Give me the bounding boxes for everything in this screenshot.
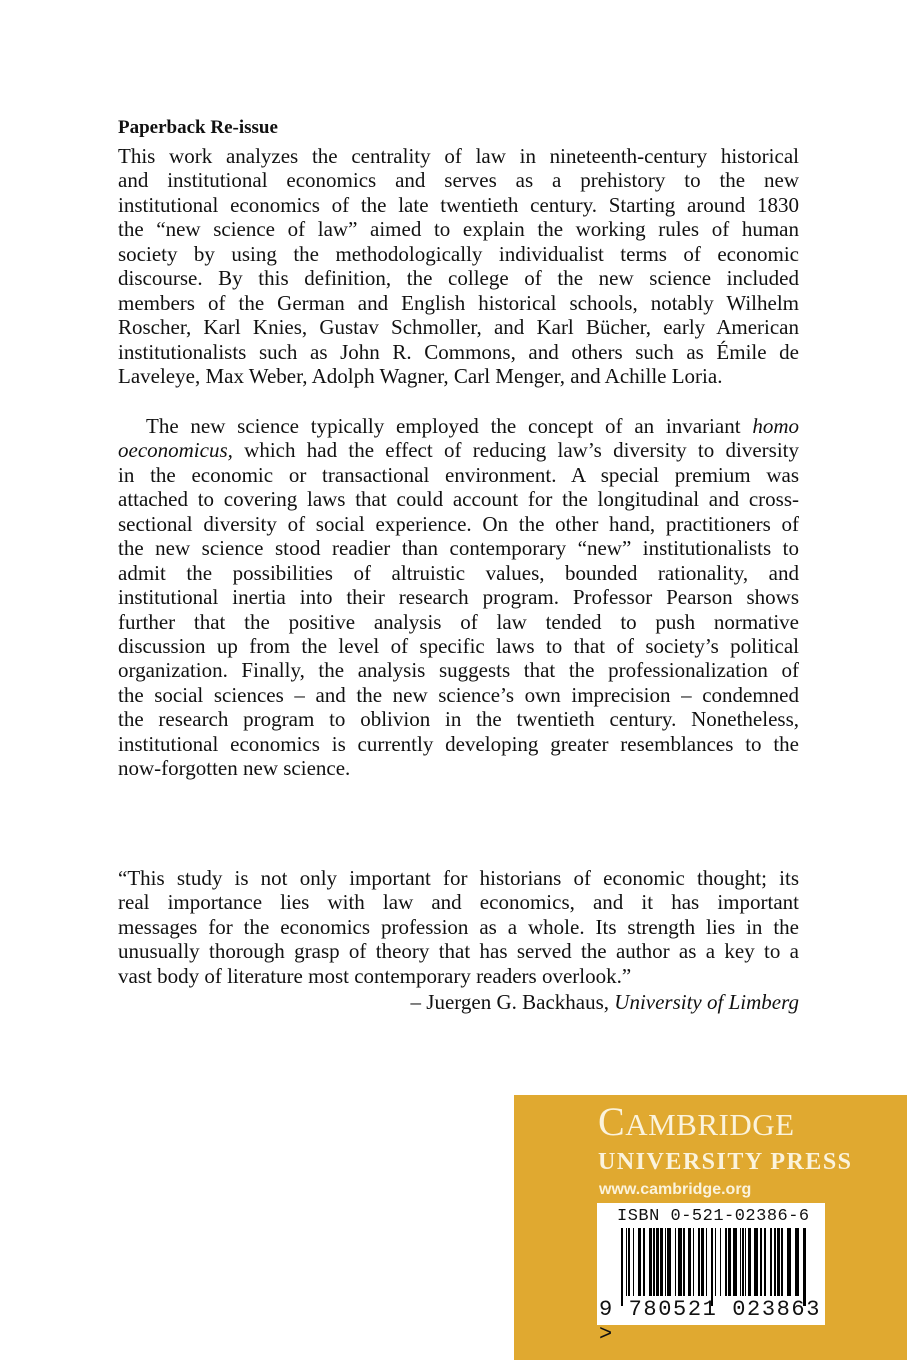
barcode-bar — [693, 1228, 694, 1296]
barcode-bar — [720, 1228, 721, 1296]
barcode-bar — [803, 1228, 806, 1306]
barcode-bar — [795, 1228, 799, 1296]
barcode-bar — [633, 1228, 634, 1296]
text-segment: Laveleye, Max Weber, Adolph Wagner, Carl Menger, and Achille Loria. — [118, 363, 723, 388]
barcode-bar — [643, 1228, 645, 1296]
barcode-bar — [777, 1228, 780, 1296]
text-line — [118, 732, 799, 756]
text-line — [118, 707, 799, 731]
barcode-bar — [660, 1228, 663, 1296]
barcode-bar — [781, 1228, 783, 1296]
text-line — [118, 364, 799, 388]
barcode-bar — [774, 1228, 776, 1296]
text-line — [118, 658, 799, 682]
text-segment: the social sciences – and the new science’s own imprecision – condemned — [118, 682, 799, 707]
text-segment: admit the possibilities of altruistic values, bounded rationality, and — [118, 560, 799, 585]
logo-rest: AMBRIDGE — [625, 1107, 795, 1142]
description-paragraph-2 — [118, 414, 799, 781]
barcode-bar — [628, 1228, 630, 1296]
text-line — [118, 217, 799, 241]
text-line — [118, 487, 799, 511]
barcode-bar — [649, 1228, 652, 1296]
text-segment: the new science stood readier than contemporary “new” institutionalists to — [118, 536, 799, 561]
text-segment: sectional diversity of social experience. On the other hand, practitioners of — [118, 511, 799, 536]
text-segment: and institutional economics and serves as a prehistory to the new — [118, 168, 799, 193]
isbn-text: ISBN 0-521-02386-6 — [617, 1207, 810, 1226]
text-line — [118, 266, 799, 290]
barcode-bar — [754, 1228, 758, 1296]
text-segment: the “new science of law” aimed to explain the working rules of human — [118, 217, 799, 242]
text-segment: which had the effect of reducing law’s diversity to diversity — [232, 438, 799, 463]
text-line — [118, 939, 799, 963]
barcode-bar — [740, 1228, 741, 1296]
barcode-bar — [760, 1228, 762, 1296]
text-line — [118, 585, 799, 609]
text-line — [118, 964, 799, 988]
text-segment: institutional inertia into their research program. Professor Pearson shows — [118, 585, 799, 610]
reviewer-name: – Juergen G. Backhaus, — [410, 990, 615, 1014]
text-segment: The new science typically employed the concept of an invariant — [146, 414, 753, 438]
publisher-logo — [598, 1099, 795, 1145]
isbn-barcode — [597, 1203, 825, 1347]
logo-initial: C — [598, 1099, 626, 1144]
text-segment: further that the positive analysis of law tended to push normative — [118, 609, 799, 634]
barcode-bar — [742, 1228, 744, 1296]
review-quote — [118, 866, 799, 988]
text-line — [118, 890, 799, 914]
text-segment: attached to covering laws that could account for the longitudinal and cross- — [118, 487, 799, 512]
barcode-bar — [621, 1228, 623, 1306]
text-line — [118, 463, 799, 487]
cover-heading: Paperback Re-issue — [118, 117, 278, 138]
barcode-bar — [725, 1228, 727, 1296]
text-line — [118, 866, 799, 890]
publisher-subtitle: UNIVERSITY PRESS — [598, 1149, 853, 1175]
reviewer-affiliation: University of Limberg — [614, 990, 799, 1014]
barcode-bar — [715, 1228, 716, 1296]
text-segment: discourse. By this definition, the college of the new science included — [118, 266, 799, 291]
text-segment: oeconomicus, — [118, 438, 233, 463]
description-paragraph-1 — [118, 144, 799, 388]
barcode-bar — [728, 1228, 731, 1296]
text-segment: vast body of literature most contemporary readers overlook.” — [118, 963, 632, 988]
text-segment: now-forgotten new science. — [118, 756, 351, 781]
text-segment: homo — [752, 414, 799, 438]
text-line — [118, 512, 799, 536]
text-line — [118, 291, 799, 315]
text-segment: Roscher, Karl Knies, Gustav Schmoller, and Karl Bücher, early American — [118, 315, 799, 340]
quote-attribution — [411, 990, 799, 1015]
text-segment: institutional economics of the late twentieth century. Starting around 1830 — [118, 192, 799, 217]
barcode-bar — [701, 1228, 704, 1296]
text-line — [118, 168, 799, 192]
barcode-bar — [638, 1228, 641, 1296]
barcode-bar — [656, 1228, 659, 1296]
text-line — [118, 315, 799, 339]
text-line — [118, 561, 799, 585]
text-segment: real importance lies with law and economics, and it has important — [118, 890, 799, 915]
text-segment: organization. Finally, the analysis suggests that the professionalization of — [118, 658, 799, 683]
barcode-bar — [698, 1228, 700, 1296]
barcode-bar — [653, 1228, 655, 1296]
text-line — [118, 144, 799, 168]
text-segment: “This study is not only important for historians of economic thought; its — [118, 866, 799, 890]
barcode-bar — [678, 1228, 682, 1296]
barcode-bar — [711, 1228, 713, 1306]
text-segment: discussion up from the level of specific laws to that of society’s political — [118, 633, 799, 658]
barcode-bar — [667, 1228, 671, 1296]
text-line — [118, 915, 799, 939]
text-line — [118, 634, 799, 658]
barcode-bar — [688, 1228, 691, 1296]
text-line — [118, 193, 799, 217]
text-line — [118, 340, 799, 364]
text-segment: institutionalists such as John R. Commons, and others such as Émile de — [118, 339, 799, 364]
barcode-bar — [675, 1228, 676, 1296]
text-segment: messages for the economics profession as a whole. Its strength lies in the — [118, 914, 799, 939]
text-segment: society by using the methodologically individualist terms of economic — [118, 241, 799, 266]
text-line — [118, 610, 799, 634]
publisher-panel — [514, 1095, 907, 1360]
text-line — [118, 414, 799, 438]
ean-text: 9 780521 023863 > — [599, 1297, 822, 1347]
text-segment: in the economic or transactional environment. A special premium was — [118, 462, 799, 487]
barcode-bar — [683, 1228, 685, 1296]
text-line — [118, 242, 799, 266]
barcode-bar — [787, 1228, 791, 1296]
barcode-bar — [626, 1228, 627, 1296]
text-segment: members of the German and English historical schools, notably Wilhelm — [118, 290, 799, 315]
text-line — [118, 438, 799, 462]
barcode-bar — [733, 1228, 737, 1296]
barcode-bar — [748, 1228, 751, 1296]
text-line — [118, 756, 799, 780]
text-segment: unusually thorough grasp of theory that has served the author as a key to a — [118, 939, 799, 964]
barcode-bar — [764, 1228, 766, 1296]
publisher-url: www.cambridge.org — [599, 1181, 752, 1198]
text-segment: institutional economics is currently developing greater resemblances to the — [118, 731, 799, 756]
barcode-bar — [770, 1228, 772, 1296]
barcode-bar — [745, 1228, 746, 1296]
text-segment: the research program to oblivion in the twentieth century. Nonetheless, — [118, 707, 799, 732]
barcode-bar — [665, 1228, 666, 1296]
text-segment: This work analyzes the centrality of law in nineteenth-century historical — [118, 144, 799, 168]
barcode-bar — [706, 1228, 707, 1296]
text-line — [118, 536, 799, 560]
text-line — [118, 683, 799, 707]
